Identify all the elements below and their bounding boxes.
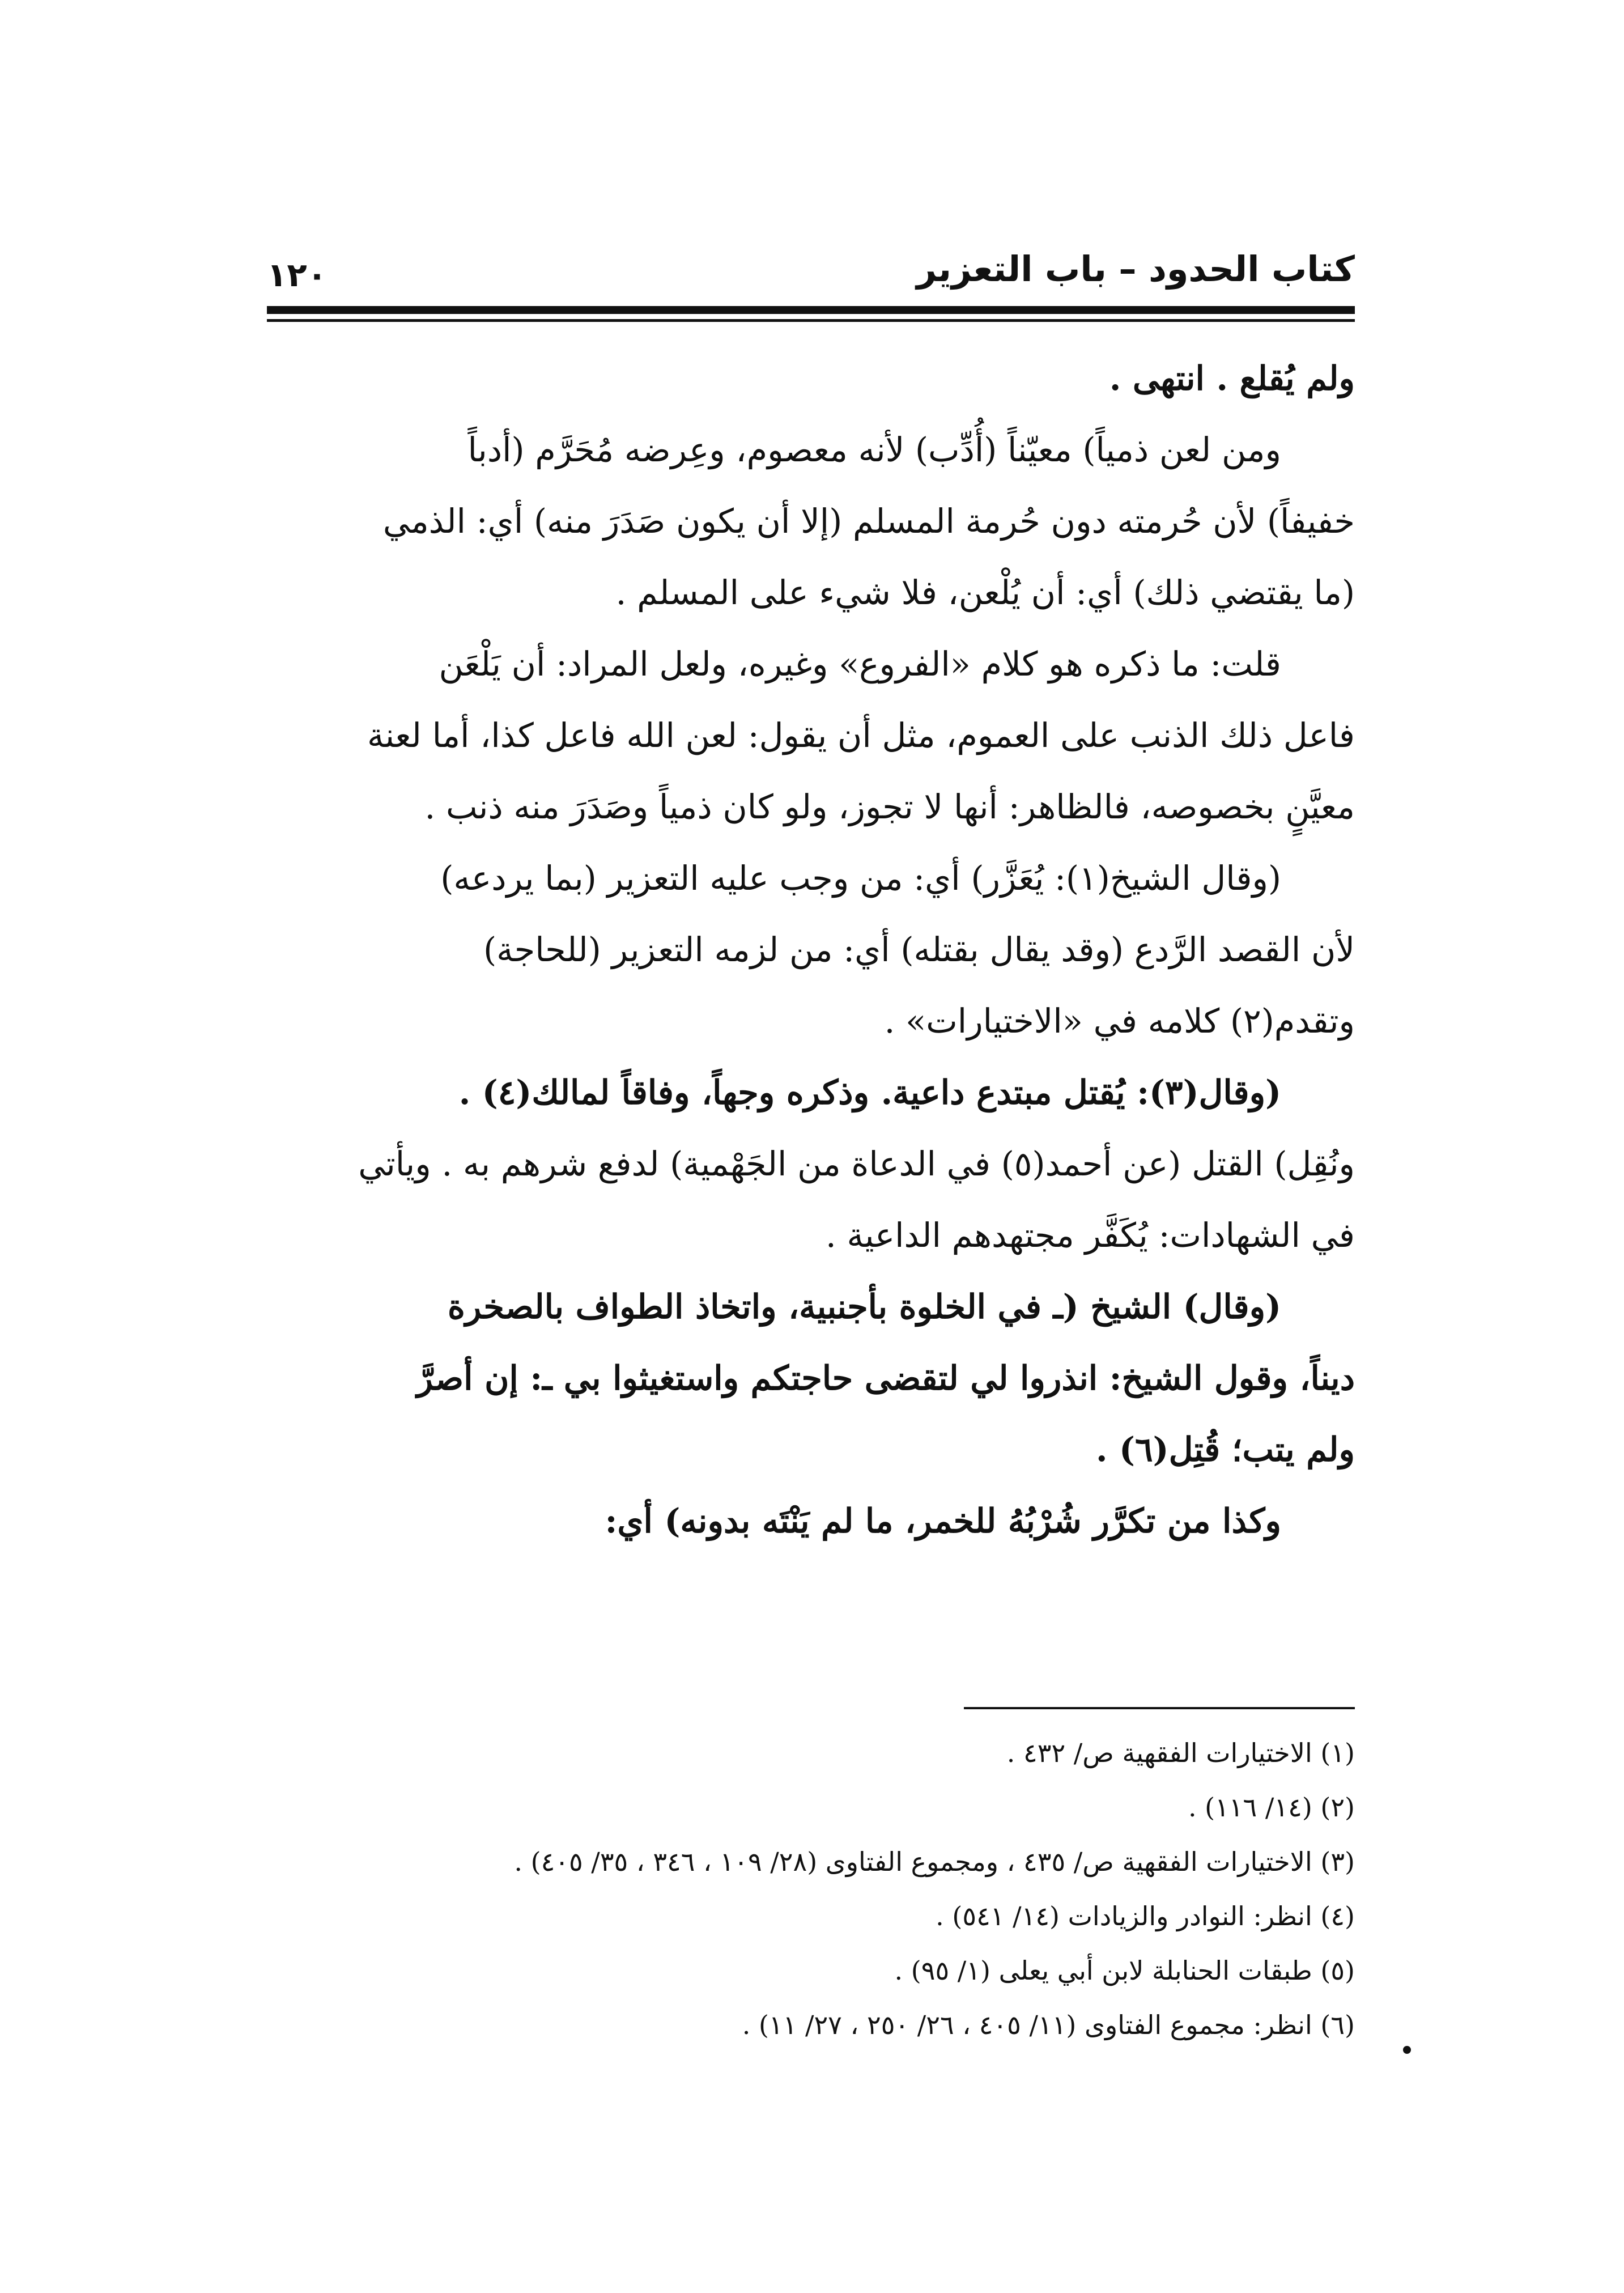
margin-dot bbox=[1403, 2046, 1411, 2054]
header-rule-thick bbox=[267, 306, 1355, 314]
footnote: (٤) انظر: النوادر والزيادات (١٤/ ٥٤١) . bbox=[936, 1901, 1355, 1931]
text-line: (وقال) الشيخ (ـ في الخلوة بأجنبية، واتخاذ الطواف بالصخرة bbox=[447, 1287, 1281, 1326]
footnote-separator bbox=[964, 1707, 1355, 1709]
footnote: (٢) (١٤/ ١١٦) . bbox=[1188, 1792, 1355, 1823]
text-line: فاعل ذلك الذنب على العموم، مثل أن يقول: لعن الله فاعل كذا، أما لعنة bbox=[367, 716, 1355, 755]
main-text bbox=[267, 343, 1355, 1557]
text-line: ولم يُقلع . انتهى . bbox=[1109, 359, 1355, 398]
text-line: ديناً، وقول الشيخ: انذروا لي لتقضى حاجتكم واستغيثوا بي ـ: إن أصرَّ bbox=[416, 1358, 1355, 1398]
footnote: (٥) طبقات الحنابلة لابن أبي يعلى (١/ ٩٥) . bbox=[894, 1955, 1355, 1986]
text-line: وكذا من تكرَّر شُرْبُهُ للخمر، ما لم يَنْتَه بدونه) أي: bbox=[605, 1501, 1281, 1540]
footnote: (٦) انظر: مجموع الفتاوى (١١/ ٤٠٥ ، ٢٦/ ٢٥٠ ، ٢٧/ ١١) . bbox=[742, 2010, 1355, 2040]
text-line: خفيفاً) لأن حُرمته دون حُرمة المسلم (إلا أن يكون صَدَرَ منه) أي: الذمي bbox=[382, 502, 1355, 541]
text-line: (وقال(٣): يُقتل مبتدع داعية. وذكره وجهاً، وفاقاً لمالك(٤) . bbox=[458, 1073, 1281, 1112]
text-line: لأن القصد الرَّدع (وقد يقال بقتله) أي: من لزمه التعزير (للحاجة) bbox=[483, 930, 1355, 969]
footnote: (٣) الاختيارات الفقهية ص/ ٤٣٥ ، ومجموع الفتاوى (٢٨/ ١٠٩ ، ٣٤٦ ، ٣٥/ ٤٠٥) . bbox=[514, 1846, 1355, 1877]
text-line: ونُقِل) القتل (عن أحمد(٥) في الدعاة من الجَهْمية) لدفع شرهم به . ويأتي bbox=[358, 1144, 1355, 1183]
text-line: قلت: ما ذكره هو كلام «الفروع» وغيره، ولعل المراد: أن يَلْعَن bbox=[439, 644, 1281, 683]
text-line: (ما يقتضي ذلك) أي: أن يُلْعن، فلا شيء على المسلم . bbox=[615, 573, 1355, 612]
text-line: وتقدم(٢) كلامه في «الاختيارات» . bbox=[884, 1001, 1355, 1041]
header-rule-thin bbox=[267, 319, 1355, 322]
chapter-title: كتاب الحدود – باب التعزير bbox=[916, 248, 1355, 290]
footnotes bbox=[267, 1726, 1355, 2052]
text-line: ولم يتب؛ قُتِل(٦) . bbox=[1095, 1430, 1355, 1469]
text-line: في الشهادات: يُكَفَّر مجتهدهم الداعية . bbox=[826, 1216, 1355, 1255]
running-header bbox=[267, 238, 1355, 300]
text-line: ومن لعن ذمياً) معيّناً (أُدِّب) لأنه معصوم، وعِرضه مُحَرَّم (أدباً bbox=[467, 430, 1281, 469]
footnote: (١) الاختيارات الفقهية ص/ ٤٣٢ . bbox=[1006, 1738, 1355, 1768]
text-line: معيَّنٍ بخصوصه، فالظاهر: أنها لا تجوز، ولو كان ذمياً وصَدَرَ منه ذنب . bbox=[424, 787, 1355, 826]
text-line: (وقال الشيخ(١): يُعَزَّر) أي: من وجب عليه التعزير (بما يردعه) bbox=[440, 859, 1281, 898]
page-number: ١٢٠ bbox=[267, 256, 328, 294]
